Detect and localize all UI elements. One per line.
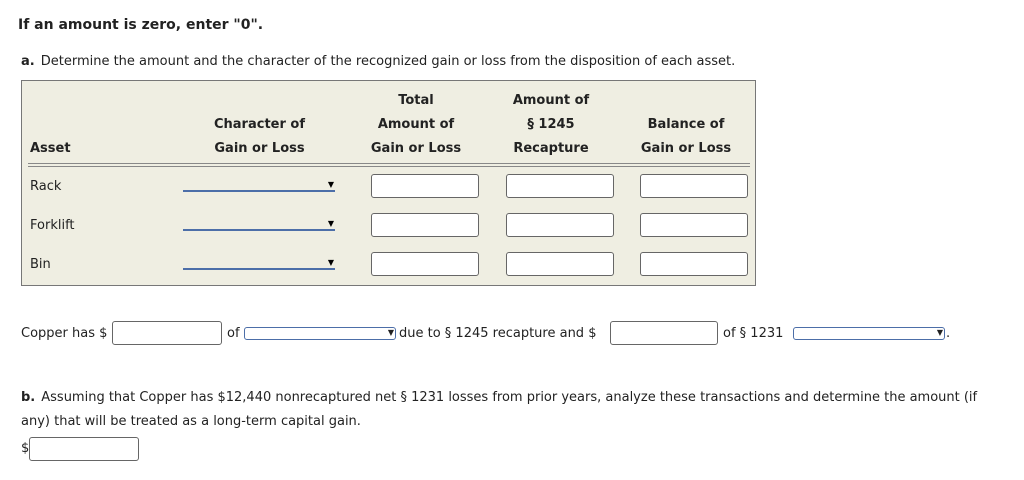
chevron-down-icon: ▼ [327, 219, 334, 228]
long-term-capital-gain-input[interactable] [29, 437, 139, 461]
select-fill [183, 218, 335, 229]
header-total-3: Gain or Loss [370, 141, 462, 156]
header-character-2: Gain or Loss [214, 141, 305, 156]
select-fill [183, 179, 335, 190]
balance-input-rack[interactable] [640, 174, 748, 198]
section-1231-type-select[interactable] [793, 327, 945, 340]
balance-input-bin[interactable] [640, 252, 748, 276]
header-recapture-2: § 1245 [527, 117, 575, 132]
part-b-question [21, 386, 981, 434]
row-label-rack: Rack [30, 179, 62, 194]
summary-text-4: of § 1231 [723, 326, 784, 341]
header-total-1: Total [398, 93, 434, 108]
total-gain-input-rack[interactable] [371, 174, 479, 198]
chevron-down-icon: ▼ [936, 328, 943, 337]
answer-table [21, 80, 756, 286]
summary-period: . [946, 326, 951, 341]
row-label-forklift: Forklift [30, 218, 75, 233]
chevron-down-icon: ▼ [387, 328, 394, 337]
part-b-letter: b. [21, 390, 36, 405]
header-recapture-3: Recapture [513, 141, 589, 156]
header-recapture-1: Amount of [512, 93, 590, 108]
copper-amount-input[interactable] [112, 321, 222, 345]
total-gain-input-forklift[interactable] [371, 213, 479, 237]
header-divider-double [28, 166, 750, 167]
character-select-bin[interactable] [183, 257, 335, 270]
recapture-input-rack[interactable] [506, 174, 614, 198]
recapture-input-bin[interactable] [506, 252, 614, 276]
character-select-summary[interactable] [244, 327, 396, 340]
header-balance-1: Balance of [647, 117, 725, 132]
header-balance-2: Gain or Loss [640, 141, 732, 156]
instruction-text: If an amount is zero, enter "0". [18, 17, 264, 33]
chevron-down-icon: ▼ [327, 258, 334, 267]
part-b-text: Assuming that Copper has $12,440 nonrecaptured net § 1231 losses from prior years, analyze these transactions and determine the amount (if any) that will be treated as a long-term capital gain. [21, 390, 978, 429]
header-character-1: Character of [213, 117, 305, 132]
header-total-2: Amount of [377, 117, 455, 132]
section-1231-amount-input[interactable] [610, 321, 718, 345]
header-divider [28, 163, 750, 164]
summary-text-2: of [227, 326, 240, 341]
header-asset: Asset [30, 141, 71, 156]
summary-text-1: Copper has $ [21, 326, 108, 341]
total-gain-input-bin[interactable] [371, 252, 479, 276]
part-b-dollar-sign: $ [21, 441, 30, 456]
character-select-forklift[interactable] [183, 218, 335, 231]
part-a-letter: a. [21, 54, 35, 69]
recapture-input-forklift[interactable] [506, 213, 614, 237]
select-fill [183, 257, 335, 268]
part-a-text: Determine the amount and the character of the recognized gain or loss from the disposition of each asset. [40, 54, 736, 69]
balance-input-forklift[interactable] [640, 213, 748, 237]
chevron-down-icon: ▼ [327, 180, 334, 189]
summary-text-3: due to § 1245 recapture and $ [399, 326, 597, 341]
character-select-rack[interactable] [183, 179, 335, 192]
row-label-bin: Bin [30, 257, 51, 272]
part-a-question [21, 54, 735, 69]
